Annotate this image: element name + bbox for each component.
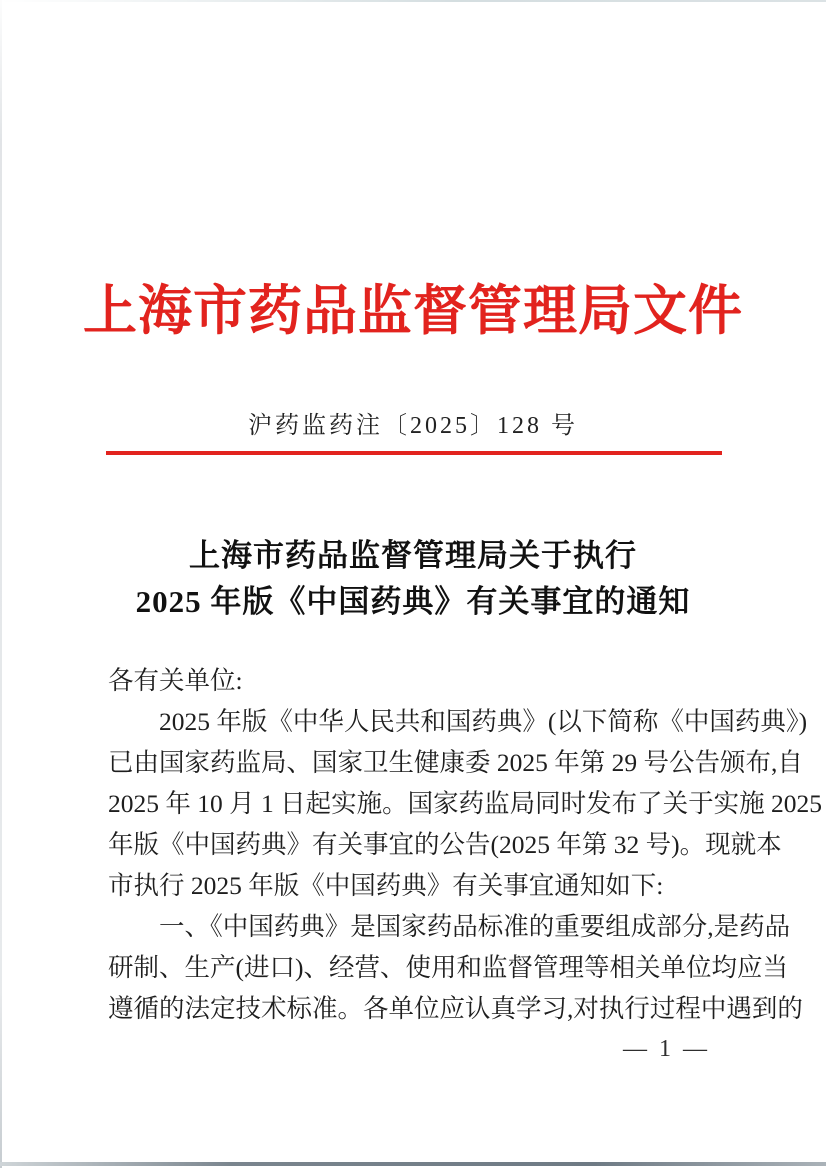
body-line: 年版《中国药典》有关事宜的公告(2025 年第 32 号)。现就本 bbox=[108, 830, 782, 859]
salutation: 各有关单位: bbox=[108, 666, 243, 695]
document-title-line1: 上海市药品监督管理局关于执行 bbox=[189, 538, 637, 573]
red-separator-line bbox=[106, 451, 722, 455]
body-line: 一、《中国药典》是国家药品标准的重要组成部分,是药品 bbox=[159, 912, 791, 941]
body-line: 市执行 2025 年版《中国药典》有关事宜通知如下: bbox=[108, 871, 664, 900]
body-line: 研制、生产(进口)、经营、使用和监督管理等相关单位均应当 bbox=[108, 953, 788, 982]
scan-edge-bottom bbox=[0, 1162, 826, 1166]
document-body bbox=[108, 660, 823, 1029]
page-number: — 1 — bbox=[623, 1036, 710, 1062]
body-line: 已由国家药监局、国家卫生健康委 2025 年第 29 号公告颁布,自 bbox=[108, 748, 803, 777]
body-line: 2025 年 10 月 1 日起实施。国家药监局同时发布了关于实施 2025 bbox=[108, 789, 823, 818]
letterhead-title: 上海市药品监督管理局文件 bbox=[83, 281, 743, 341]
document-title bbox=[0, 533, 826, 625]
body-line: 遵循的法定技术标准。各单位应认真学习,对执行过程中遇到的 bbox=[108, 994, 803, 1023]
body-line: 2025 年版《中华人民共和国药典》(以下简称《中国药典》) bbox=[159, 707, 808, 736]
document-title-line2: 2025 年版《中国药典》有关事宜的通知 bbox=[135, 584, 691, 619]
scan-edge-top bbox=[0, 0, 826, 2]
document-number: 沪药监药注〔2025〕128 号 bbox=[248, 413, 578, 439]
